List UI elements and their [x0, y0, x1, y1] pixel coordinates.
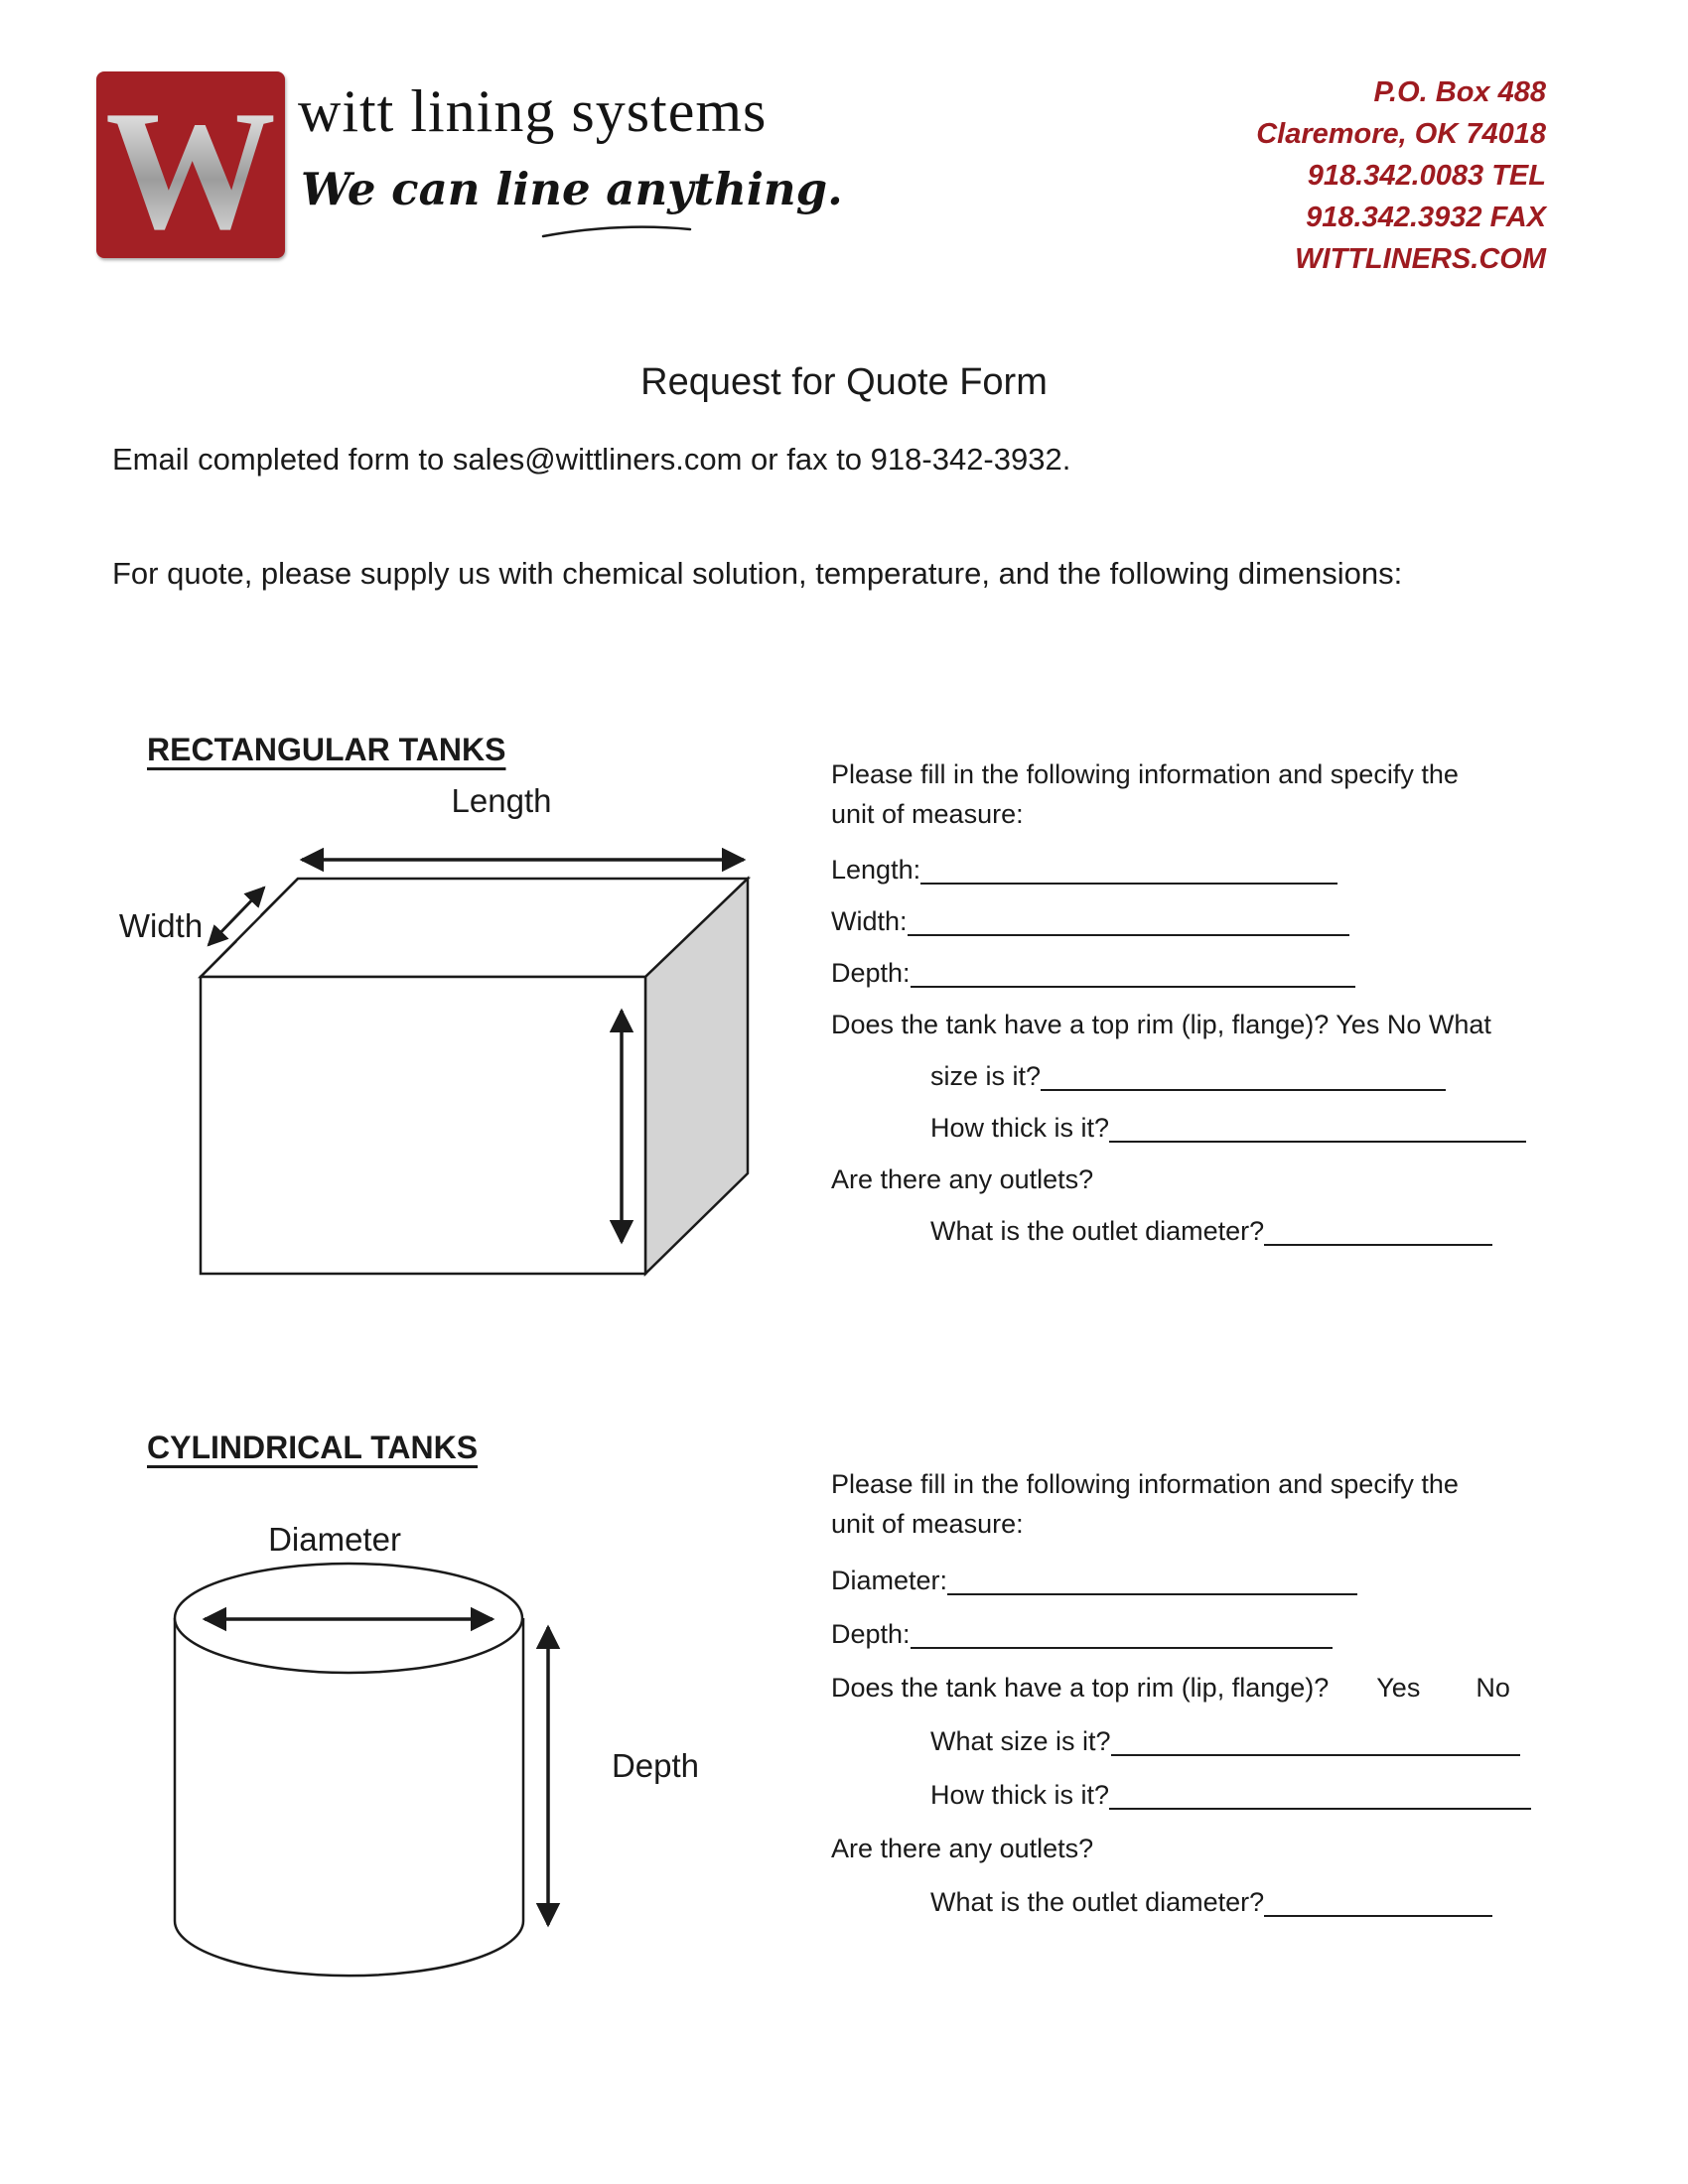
contact-city: Claremore, OK 74018	[1256, 118, 1546, 150]
tagline-swoosh-underline	[541, 220, 692, 240]
rect-depth-row	[831, 947, 1467, 999]
company-tagline: We can line anything.	[301, 163, 843, 215]
rect-length-blank[interactable]	[920, 873, 1337, 885]
rect-rim-size-row	[831, 1050, 1467, 1102]
rect-rim-thickness-label: How thick is it?	[930, 1113, 1110, 1143]
cyl-diameter-row	[831, 1554, 1467, 1607]
quote-instruction: For quote, please supply us with chemical solution, temperature, and the following dimensions:	[112, 556, 1403, 591]
cyl-outlet-diameter-label: What is the outlet diameter?	[930, 1887, 1265, 1917]
rect-width-row	[831, 895, 1467, 947]
rect-width-label: Width:	[831, 906, 908, 936]
rectangular-tanks-heading: RECTANGULAR TANKS	[147, 732, 506, 767]
diameter-label: Diameter	[268, 1521, 401, 1558]
company-name: witt lining systems	[298, 78, 768, 144]
cylindrical-tank-diagram	[60, 1489, 774, 2005]
cyl-rim-size-blank[interactable]	[1111, 1744, 1520, 1756]
width-label: Width	[118, 907, 204, 944]
rect-rim-question: Does the tank have a top rim (lip, flange)? Yes No What	[831, 1010, 1491, 1039]
rect-rim-thickness-row	[831, 1102, 1467, 1154]
cyl-rim-size-row	[831, 1714, 1467, 1768]
witt-logo-mark	[96, 71, 285, 265]
rect-width-blank[interactable]	[908, 924, 1349, 936]
cyl-diameter-label: Diameter:	[831, 1566, 948, 1595]
cyl-rim-question: Does the tank have a top rim (lip, flange)?	[831, 1673, 1330, 1703]
contact-website: WITTLINERS.COM	[1295, 243, 1546, 275]
cyl-depth-blank[interactable]	[911, 1637, 1333, 1649]
rect-rim-size-label: size is it?	[930, 1061, 1042, 1091]
cyl-diameter-blank[interactable]	[947, 1583, 1357, 1595]
rect-outlet-diameter-label: What is the outlet diameter?	[930, 1216, 1265, 1246]
cyl-fill-instruction: Please fill in the following information and specify the unit of measure:	[831, 1469, 1459, 1539]
rect-outlets-question: Are there any outlets?	[831, 1164, 1094, 1194]
rect-outlet-diameter-blank[interactable]	[1264, 1234, 1492, 1246]
cyl-outlet-diameter-blank[interactable]	[1264, 1905, 1492, 1917]
contact-tel: 918.342.0083 TEL	[1307, 160, 1546, 192]
no-option[interactable]: No	[1476, 1673, 1510, 1703]
rectangular-form-column	[831, 754, 1491, 1257]
rect-outlet-diameter-row	[831, 1205, 1467, 1257]
contact-block	[1256, 71, 1546, 280]
cyl-rim-size-label: What size is it?	[930, 1726, 1111, 1756]
rect-depth-blank[interactable]	[911, 976, 1355, 988]
length-label: Length	[451, 782, 552, 819]
cylindrical-form-column	[831, 1464, 1510, 1929]
rect-length-label: Length:	[831, 855, 921, 885]
email-instruction: Email completed form to sales@wittliners.com or fax to 918-342-3932.	[112, 442, 1071, 477]
cylindrical-tanks-heading: CYLINDRICAL TANKS	[147, 1430, 479, 1465]
contact-fax: 918.342.3932 FAX	[1306, 202, 1546, 233]
cylinder-bottom-arc	[175, 1921, 523, 1976]
cyl-rim-question-row	[831, 1661, 1510, 1714]
cyl-depth-label: Depth	[611, 1747, 700, 1784]
rect-rim-size-blank[interactable]	[1041, 1079, 1446, 1091]
contact-po-box: P.O. Box 488	[1373, 76, 1546, 108]
rect-depth-label: Depth:	[831, 958, 911, 988]
yes-option[interactable]: Yes	[1376, 1673, 1421, 1703]
rect-fill-instruction: Please fill in the following information and specify the unit of measure:	[831, 759, 1459, 829]
cyl-outlets-question: Are there any outlets?	[831, 1834, 1094, 1863]
cyl-depth-row	[831, 1607, 1467, 1661]
logo-w-letter: W	[105, 76, 276, 265]
tank-front-face	[201, 977, 645, 1274]
cyl-outlet-diameter-row	[831, 1875, 1467, 1929]
rect-length-row	[831, 844, 1467, 895]
rectangular-tank-diagram	[60, 764, 774, 1320]
cyl-rim-thickness-label: How thick is it?	[930, 1780, 1110, 1810]
rect-rim-thickness-blank[interactable]	[1109, 1131, 1526, 1143]
cyl-rim-thickness-blank[interactable]	[1109, 1798, 1531, 1810]
page-title: Request for Quote Form	[640, 361, 1048, 403]
cyl-depth-row-label: Depth:	[831, 1619, 911, 1649]
cyl-rim-thickness-row	[831, 1768, 1467, 1822]
